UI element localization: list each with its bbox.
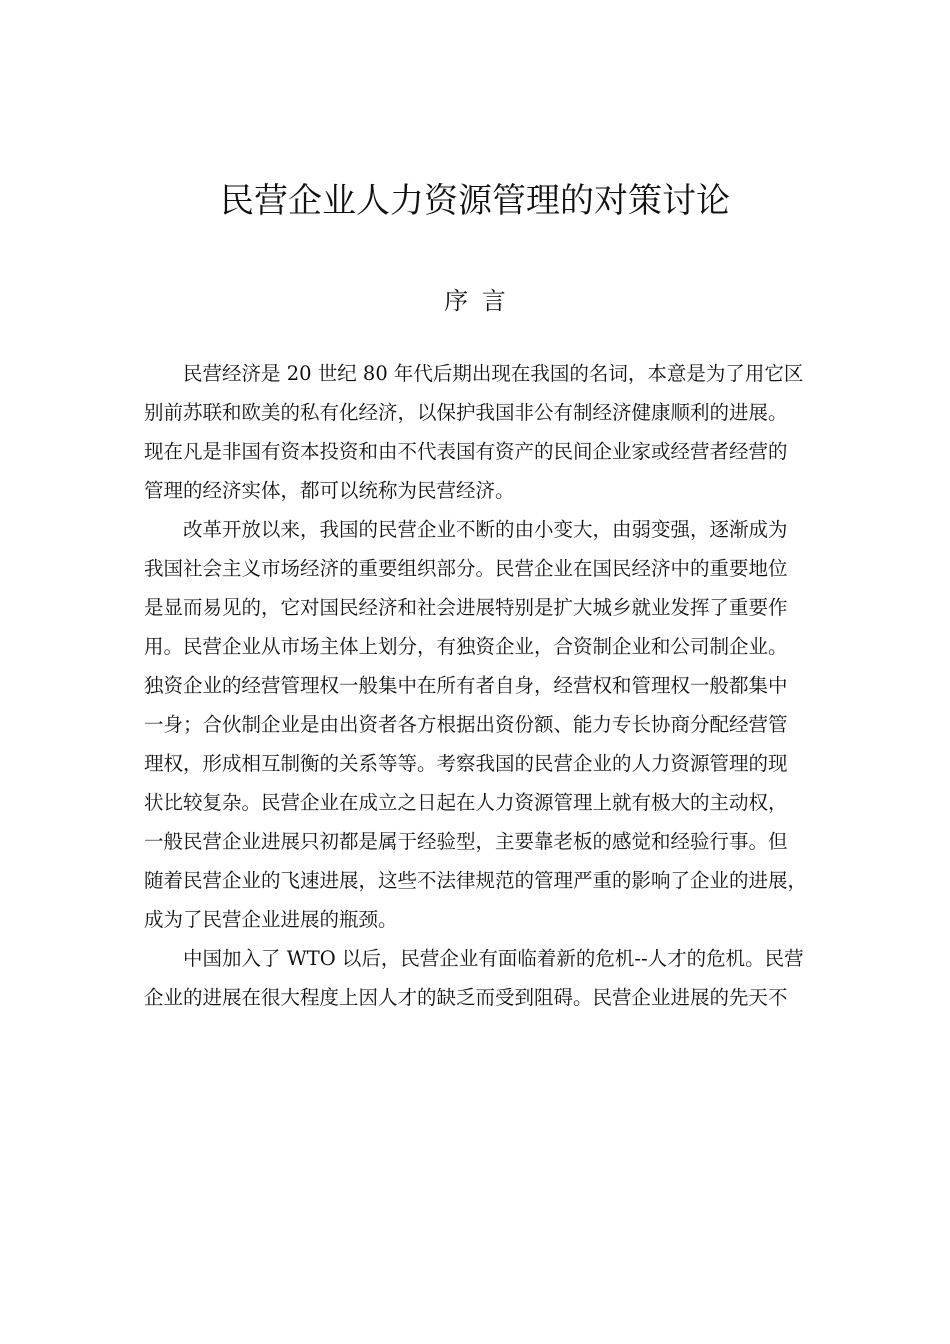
- section-heading: 序 言: [444, 287, 506, 315]
- paragraph-line: 管理的经济实体，都可以统称为民营经济。: [144, 479, 515, 502]
- paragraph-line: 成为了民营企业进展的瓶颈。: [144, 908, 398, 931]
- paragraph: [144, 354, 814, 510]
- paragraph-line: 是显而易见的，它对国民经济和社会进展特别是扩大城乡就业发挥了重要作: [144, 596, 788, 619]
- paragraph-line: 别前苏联和欧美的私有化经济，以保护我国非公有制经济健康顺利的进展。: [144, 401, 788, 424]
- paragraph-line: 随着民营企业的飞速进展，这些不法律规范的管理严重的影响了企业的进展，: [144, 869, 808, 892]
- paragraph: [144, 939, 814, 1017]
- paragraph-line: 一般民营企业进展只初都是属于经验型，主要靠老板的感觉和经验行事。但: [144, 830, 788, 853]
- paragraph-line: 企业的进展在很大程度上因人才的缺乏而受到阻碍。民营企业进展的先天不: [144, 986, 788, 1009]
- paragraph-line: 理权，形成相互制衡的关系等等。考察我国的民营企业的人力资源管理的现: [144, 752, 788, 775]
- paragraph-line: 改革开放以来，我国的民营企业不断的由小变大，由弱变强，逐渐成为: [183, 518, 788, 541]
- paragraph-line: 中国加入了 WTO 以后，民营企业有面临着新的危机--人才的危机。民营: [183, 947, 804, 970]
- paragraph: [144, 510, 814, 939]
- paragraph-line: 用。民营企业从市场主体上划分，有独资企业，合资制企业和公司制企业。: [144, 635, 788, 658]
- paragraph-line: 独资企业的经营管理权一般集中在所有者自身，经营权和管理权一般都集中: [144, 674, 788, 697]
- body-text: [144, 354, 814, 1017]
- paragraph-line: 民营经济是 20 世纪 80 年代后期出现在我国的名词，本意是为了用它区: [183, 362, 804, 385]
- paragraph-line: 状比较复杂。民营企业在成立之日起在人力资源管理上就有极大的主动权，: [144, 791, 788, 814]
- document-title: 民营企业人力资源管理的对策讨论: [220, 181, 730, 221]
- paragraph-line: 现在凡是非国有资本投资和由不代表国有资产的民间企业家或经营者经营的: [144, 440, 788, 463]
- paragraph-line: 我国社会主义市场经济的重要组织部分。民营企业在国民经济中的重要地位: [144, 557, 788, 580]
- paragraph-line: 一身；合伙制企业是由出资者各方根据出资份额、能力专长协商分配经营管: [144, 713, 788, 736]
